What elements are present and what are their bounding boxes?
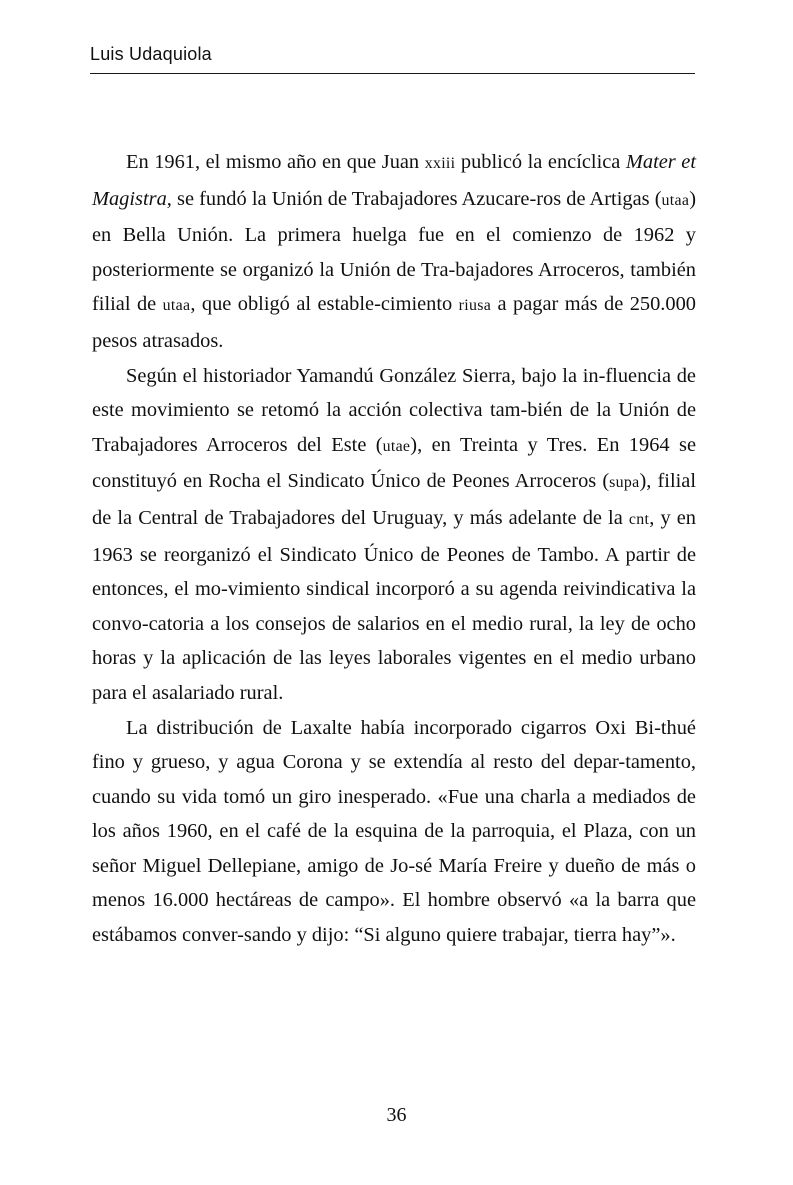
text-run: La distribución de Laxalte había incorporado cigarros Oxi Bi-thué fino y grueso, y agua Corona y se extendía al resto del depar-tamento, cuando su vida tomó un giro inesperado. «Fue una charla a mediados de los años 1960, en el café de la esquina de la parroquia, el Plaza, con un señor Miguel Dellepiane, amigo de Jo-sé María Freire y dueño de más o menos 16.000 hectáreas de campo». El hombre observó «a la barra que estábamos conver-sando y dijo: “Si alguno quiere trabajar, tierra hay”». — [92, 716, 696, 947]
paragraph-3 — [92, 711, 696, 953]
text-run: publicó la encíclica — [455, 151, 626, 173]
acronym: riusa — [458, 297, 492, 315]
acronym: supa — [609, 474, 640, 492]
text-run: , que obligó al estable-cimiento — [190, 293, 459, 316]
acronym: utaa — [661, 191, 690, 209]
text-run: En 1961, el mismo año en que Juan — [126, 151, 425, 173]
acronym: cnt — [628, 510, 650, 528]
text-run: a pagar más de 250.000 pesos atrasados. — [92, 293, 696, 352]
acronym: utaa — [162, 297, 191, 315]
italic-title: Mater et Magistra, — [92, 151, 696, 210]
page-number: 36 — [386, 1104, 407, 1126]
text-run: se fundó la Unión de Trabajadores Azucare-ros de Artigas ( — [171, 187, 662, 210]
running-header-author: Luis Udaquiola — [90, 44, 212, 64]
text-run: ) en Bella Unión. La primera huelga fue en el comienzo de 1962 y posteriormente se organizó la Unión de Tra-bajadores Arroceros, también filial de — [92, 187, 696, 316]
paragraph-1 — [92, 145, 696, 359]
acronym: utae — [382, 437, 411, 455]
acronym: xxiii — [424, 155, 456, 172]
text-run: ), en Treinta y Tres. En 1964 se constituyó en Rocha el Sindicato Único de Peones Arroceros ( — [92, 433, 696, 493]
paragraph-2 — [92, 359, 696, 711]
body-text — [92, 145, 696, 953]
text-run: ), filial de la Central de Trabajadores del Uruguay, y más adelante de la — [92, 470, 696, 529]
text-run: , y en 1963 se reorganizó el Sindicato Único de Peones de Tambo. A partir de entonces, el mo-vimiento sindical incorporó a su agenda reivindicativa la convo-catoria a los consejos de salarios en el medio rural, la ley de ocho horas y la aplicación de las leyes laborales vigentes en el medio urbano para el asalariado rural. — [92, 506, 696, 704]
text-run: Según el historiador Yamandú González Sierra, bajo la in-fluencia de este movimiento se retomó la acción colectiva tam-bién de la Unión de Trabajadores Arroceros del Este ( — [92, 364, 696, 456]
header-divider — [90, 73, 695, 74]
